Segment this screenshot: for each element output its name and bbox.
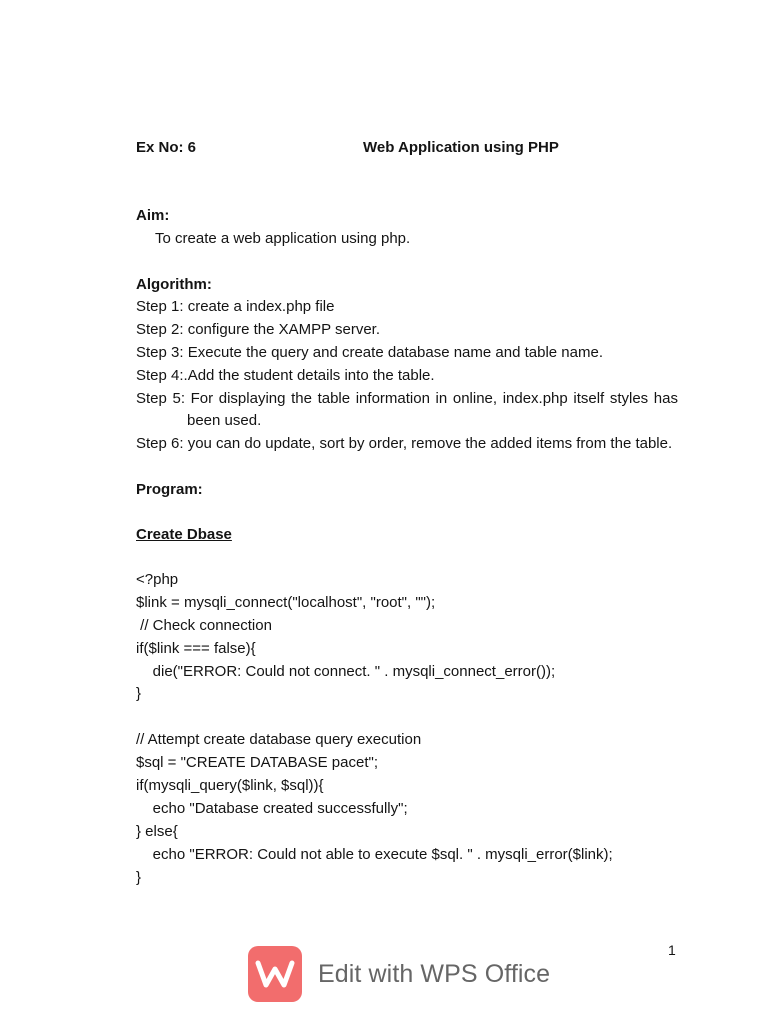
algorithm-step-6: Step 6: you can do update, sort by order, remove the added items from the table. [136, 435, 673, 452]
code-line: $link = mysqli_connect("localhost", "root", ""); [136, 593, 436, 611]
create-dbase-subheading: Create Dbase [136, 526, 232, 543]
code-line: if($link === false){ [136, 639, 256, 657]
aim-text: To create a web application using php. [155, 230, 411, 247]
code-line: } else{ [136, 822, 178, 840]
code-line: echo "Database created successfully"; [136, 799, 408, 817]
code-line: } [136, 685, 142, 703]
algorithm-step-1: Step 1: create a index.php file [136, 298, 335, 315]
code-line: die("ERROR: Could not connect. " . mysqli_connect_error()); [136, 662, 556, 680]
code-line [136, 706, 613, 729]
algorithm-step-4: Step 4:.Add the student details into the table. [136, 367, 435, 384]
page-number: 1 [668, 942, 676, 958]
algorithm-step-3: Step 3: Execute the query and create database name and table name. [136, 344, 603, 361]
algorithm-step-5: Step 5: For displaying the table information in online, index.php itself styles has [136, 390, 678, 407]
algorithm-step-5-continued: been used. [187, 412, 262, 429]
code-line: // Check connection [136, 616, 272, 634]
code-line: if(mysqli_query($link, $sql)){ [136, 777, 324, 795]
code-line: } [136, 868, 142, 886]
aim-heading: Aim: [136, 207, 170, 224]
code-line: $sql = "CREATE DATABASE pacet"; [136, 754, 378, 772]
exercise-number: Ex No: 6 [136, 139, 197, 156]
code-line: <?php [136, 571, 179, 588]
wps-edit-banner[interactable] [248, 946, 550, 1002]
wps-edit-label[interactable]: Edit with WPS Office [318, 959, 551, 988]
code-line: echo "ERROR: Could not able to execute $sql. " . mysqli_error($link); [136, 845, 613, 863]
code-block [136, 569, 613, 889]
algorithm-heading: Algorithm: [136, 276, 212, 293]
document-title: Web Application using PHP [363, 139, 559, 156]
code-line: // Attempt create database query execution [136, 731, 422, 749]
algorithm-step-2: Step 2: configure the XAMPP server. [136, 321, 381, 338]
wps-logo-icon [248, 946, 302, 1002]
program-heading: Program: [136, 481, 203, 498]
